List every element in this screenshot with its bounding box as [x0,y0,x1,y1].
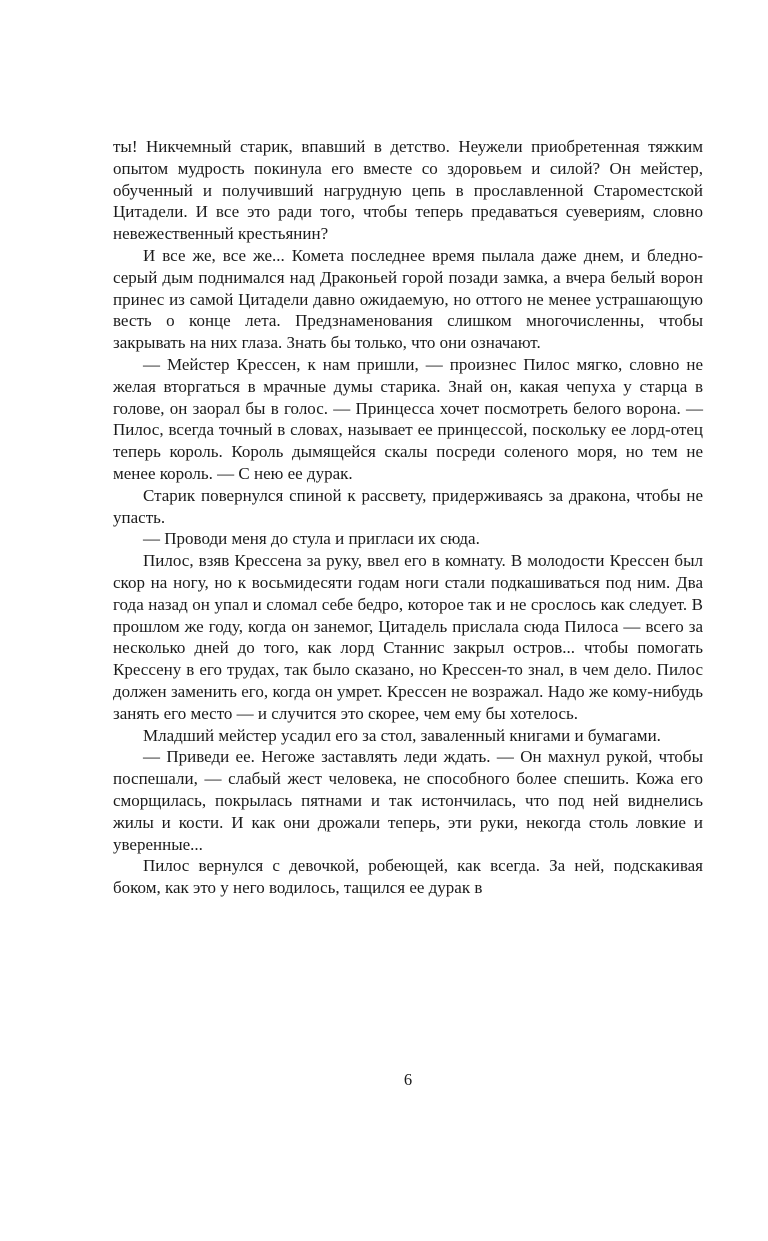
paragraph: Младший мейстер усадил его за стол, заваленный книгами и бумагами. [143,725,661,745]
paragraph: И все же, все же... Комета последнее время пылала даже днем, и бледно-серый дым поднимался над Драконьей горой позади замка, а вчера белый ворон принес из самой Цитадели давно ожидаемую, но оттого не менее устрашающую весть о конце лета. Предзнаменования слишком многочисленны, чтобы закрывать на них глаза. Знать бы только, что они означают. [113,245,703,353]
text-block [113,136,703,899]
paragraph: Пилос, взяв Крессена за руку, ввел его в комнату. В молодости Крессен был скор на ногу, но к восьмидесяти годам ноги стали подкашиваться под ним. Два года назад он упал и сломал себе бедро, которое так и не срослось как следует. В прошлом же году, когда он занемог, Цитадель прислала сюда Пилоса — всего за несколько дней до того, как лорд Станнис закрыл остров... чтобы помогать Крессену в его трудах, так было сказано, но Крессен-то знал, в чем дело. Пилос должен заменить его, когда он умрет. Крессен не возражал. Надо же кому-нибудь занять его место — и случится это скорее, чем ему бы хотелось. [113,551,703,723]
paragraph: — Приведи ее. Негоже заставлять леди ждать. — Он махнул рукой, чтобы поспешали, — слабый жест человека, не способного более спешить. Кожа его сморщилась, покрылась пятнами и так истончилась, что под ней виднелись жилы и кости. И как они дрожали теперь, эти руки, некогда столь ловкие и уверенные... [113,747,703,854]
paragraph: ты! Никчемный старик, впавший в детство. Неужели приобретенная тяжким опытом мудрость покинула его вместе со здоровьем и силой? Он мейстер, обученный и получивший нагрудную цепь в прославленной Староместской Цитадели. И все это ради того, чтобы теперь предаваться суевериям, словно невежественный крестьянин? [113,137,703,244]
paragraph: Старик повернулся спиной к рассвету, придерживаясь за дракона, чтобы не упасть. [113,485,703,527]
paragraph: — Мейстер Крессен, к нам пришли, — произнес Пилос мягко, словно не желая вторгаться в мрачные думы старика. Знай он, какая чепуха у старца в голове, он заорал бы в голос. — Принцесса хочет посмотреть белого ворона. — Пилос, всегда точный в словах, называет ее принцессой, поскольку ее лорд-отец теперь король. Король дымящейся скалы посреди соленого моря, но тем не менее король. — С нею ее дурак. [113,354,703,483]
page-number: 6 [403,1070,413,1089]
paragraph: — Проводи меня до стула и пригласи их сюда. [143,529,480,549]
paragraph: Пилос вернулся с девочкой, робеющей, как всегда. За ней, подскакивая боком, как это у него водилось, тащился ее дурак в [113,856,703,898]
